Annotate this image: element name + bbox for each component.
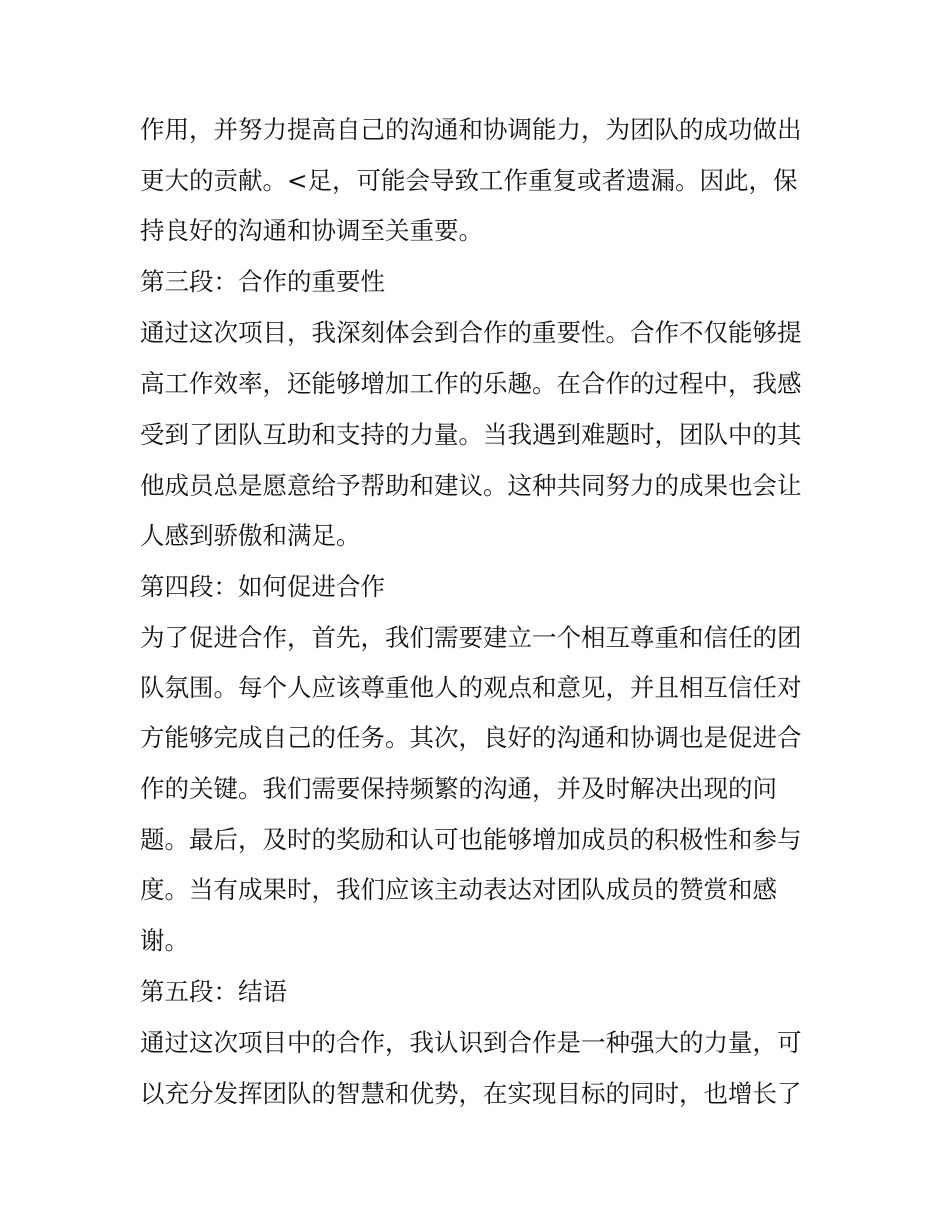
paragraph-line: 持良好的沟通和协调至关重要。 (140, 216, 483, 245)
paragraph-line: 通过这次项目中的合作，我认识到合作是一种强大的力量，可 (140, 1028, 802, 1057)
paragraph-line: 作的关键。我们需要保持频繁的沟通，并及时解决出现的问 (140, 774, 777, 803)
paragraph-line: 通过这次项目，我深刻体会到合作的重要性。合作不仅能够提 (140, 318, 802, 347)
paragraph-line: 题。最后，及时的奖励和认可也能够增加成员的积极性和参与 (140, 825, 802, 854)
paragraph-line: 为了促进合作，首先，我们需要建立一个相互尊重和信任的团 (140, 623, 802, 652)
paragraph-line: 人感到骄傲和满足。 (140, 521, 361, 550)
section-heading-4: 第四段：如何促进合作 (140, 572, 385, 601)
paragraph-line: 他成员总是愿意给予帮助和建议。这种共同努力的成果也会让 (140, 471, 802, 500)
paragraph-line: 作用，并努力提高自己的沟通和协调能力，为团队的成功做出 (140, 115, 802, 144)
section-heading-3: 第三段：合作的重要性 (140, 267, 385, 296)
paragraph-line: 谢。 (140, 926, 189, 955)
paragraph-line: 方能够完成自己的任务。其次，良好的沟通和协调也是促进合 (140, 723, 802, 752)
paragraph-line: 受到了团队互助和支持的力量。当我遇到难题时，团队中的其 (140, 420, 802, 449)
paragraph-line: 高工作效率，还能够增加工作的乐趣。在合作的过程中，我感 (140, 369, 802, 398)
paragraph-line: 更大的贡献。<足，可能会导致工作重复或者遗漏。因此，保 (140, 166, 798, 195)
paragraph-line: 以充分发挥团队的智慧和优势，在实现目标的同时，也增长了 (140, 1079, 802, 1108)
paragraph-line: 度。当有成果时，我们应该主动表达对团队成员的赞赏和感 (140, 875, 777, 904)
paragraph-line: 队氛围。每个人应该尊重他人的观点和意见，并且相互信任对 (140, 673, 802, 702)
section-heading-5: 第五段：结语 (140, 977, 287, 1006)
